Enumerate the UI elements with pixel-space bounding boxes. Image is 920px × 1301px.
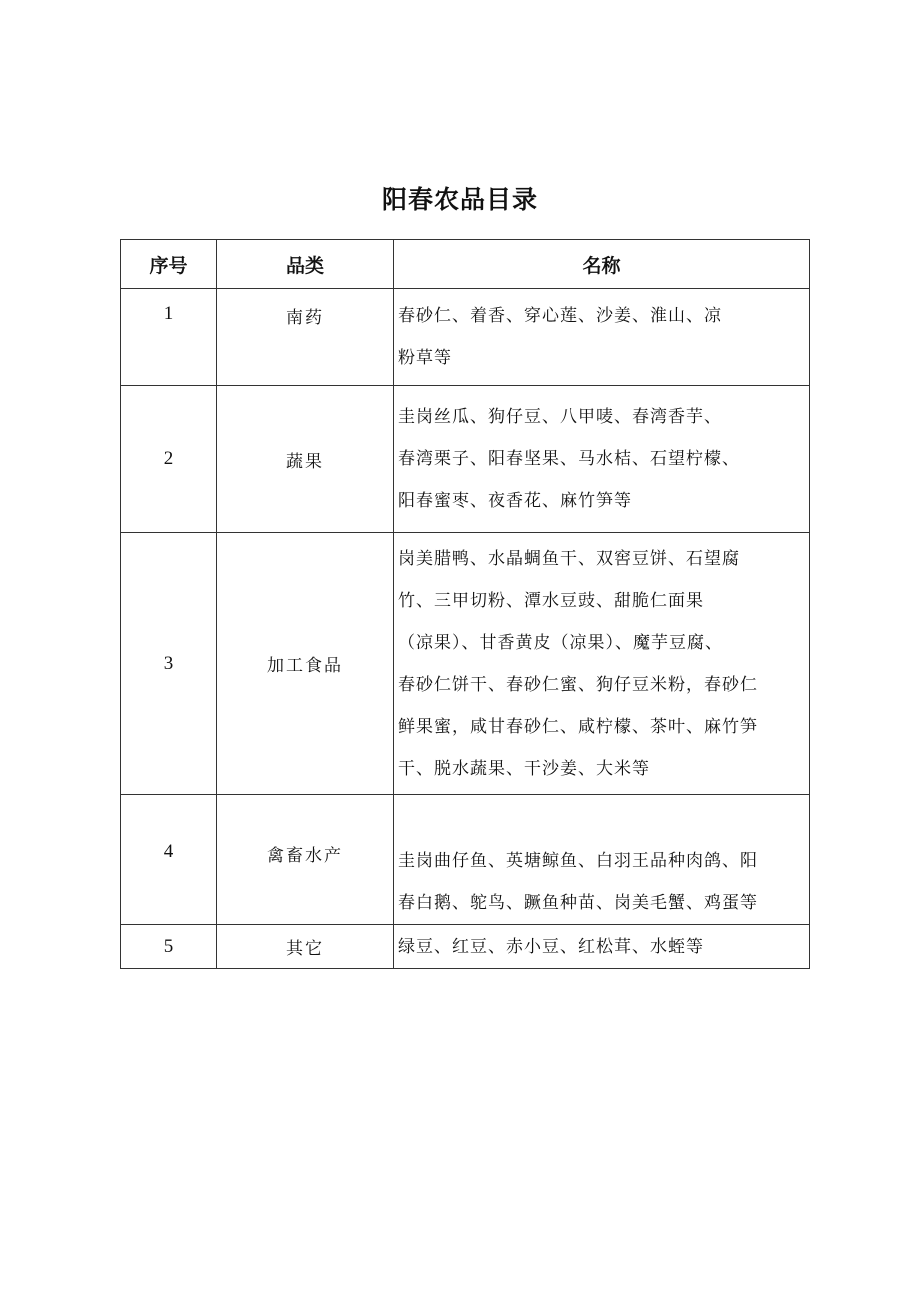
table-row <box>121 386 810 533</box>
table-row <box>121 795 810 925</box>
row-category: 禽畜水产 <box>217 795 394 925</box>
row-names <box>394 925 810 969</box>
table-row <box>121 925 810 969</box>
name-line: 圭岗丝瓜、狗仔豆、八甲唛、春湾香芋、 <box>398 407 722 427</box>
row-names <box>394 795 810 925</box>
name-line: （凉果）、甘香黄皮（凉果）、魔芋豆腐、 <box>398 632 723 653</box>
row-seq: 1 <box>121 289 217 386</box>
name-line: 春砂仁、着香、穿心莲、沙姜、淮山、凉 <box>398 306 722 326</box>
table-row <box>121 533 810 795</box>
row-names <box>394 289 810 386</box>
name-line: 春湾栗子、阳春坚果、马水桔、石望柠檬、 <box>398 449 740 469</box>
catalog-table <box>120 239 810 969</box>
row-category: 加工食品 <box>217 533 394 795</box>
name-line: 粉草等 <box>398 348 452 368</box>
name-line: 竹、三甲切粉、潭水豆豉、甜脆仁面果 <box>398 590 704 611</box>
row-names <box>394 386 810 533</box>
name-line: 干、脱水蔬果、干沙姜、大米等 <box>398 758 650 779</box>
row-seq: 5 <box>121 925 217 969</box>
table-row <box>121 289 810 386</box>
page-title: 阳春农品目录 <box>381 185 538 214</box>
row-category: 蔬果 <box>217 386 394 533</box>
name-line: 春白鹅、鸵鸟、蹶鱼种苗、岗美毛蟹、鸡蛋等 <box>398 893 758 913</box>
table-header-row <box>121 240 810 289</box>
row-seq: 4 <box>121 795 217 925</box>
row-category: 其它 <box>217 925 394 969</box>
name-line: 圭岗曲仔鱼、英塘鲸鱼、白羽王品种肉鸽、阳 <box>398 851 758 871</box>
name-line: 阳春蜜枣、夜香花、麻竹笋等 <box>398 491 632 511</box>
row-seq: 2 <box>121 386 217 533</box>
header-name: 名称 <box>394 240 810 289</box>
name-line: 绿豆、红豆、赤小豆、红松茸、水蛭等 <box>398 936 704 957</box>
name-line: 岗美腊鸭、水晶蜩鱼干、双窖豆饼、石望腐 <box>398 548 740 569</box>
row-seq: 3 <box>121 533 217 795</box>
header-seq: 序号 <box>121 240 217 289</box>
header-category: 品类 <box>217 240 394 289</box>
name-line: 鲜果蜜，咸甘春砂仁、咸柠檬、茶叶、麻竹笋 <box>398 716 758 737</box>
row-category: 南药 <box>217 289 394 386</box>
name-line: 春砂仁饼干、春砂仁蜜、狗仔豆米粉，春砂仁 <box>398 674 758 695</box>
row-names <box>394 533 810 795</box>
